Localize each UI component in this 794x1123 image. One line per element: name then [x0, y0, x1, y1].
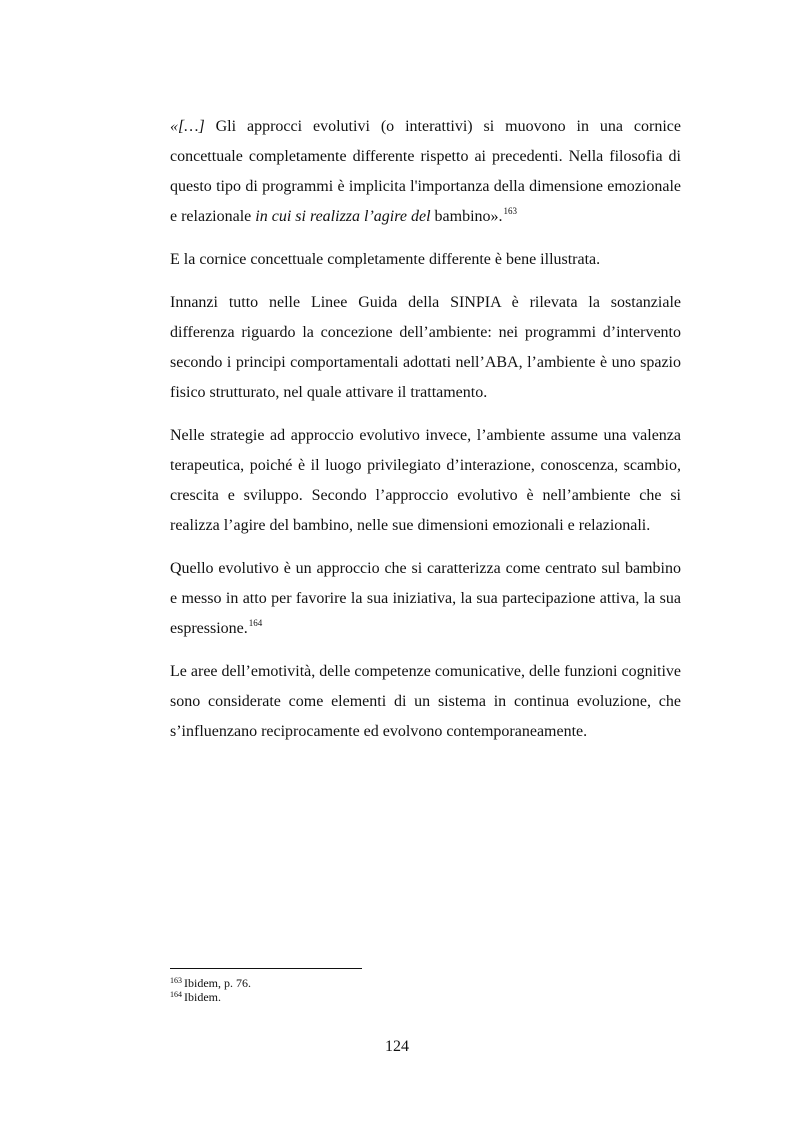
footnote-163 — [170, 976, 681, 990]
footnote-divider — [170, 968, 362, 969]
paragraph-2: E la cornice concettuale completamente differente è bene illustrata. — [170, 251, 601, 268]
paragraph-3: Innanzi tutto nelle Linee Guida della SINPIA è rilevata la sostanziale differenza riguardo la concezione dell’ambiente: nei programmi d’intervento secondo i principi comportamentali adottati nell’ABA, l’ambiente è uno spazio fisico strutturato, nel quale attivare il trattamento. — [170, 294, 681, 401]
footnote-text: Ibidem, p. 76. — [184, 976, 251, 990]
quote-italic-text: in cui si realizza l’agire del — [255, 208, 431, 225]
paragraph-5 — [170, 554, 681, 644]
page-number: 124 — [385, 1038, 409, 1055]
footnote-number: 164 — [170, 990, 182, 999]
paragraph-4: Nelle strategie ad approccio evolutivo invece, l’ambiente assume una valenza terapeutica, poiché è il luogo privilegiato d’interazione, conoscenza, scambio, crescita e sviluppo. Secondo l’approccio evolutivo è nell’ambiente che si realizza l’agire del bambino, nelle sue dimensioni emozionali e relazionali. — [170, 427, 681, 534]
footnote-number: 163 — [170, 976, 182, 985]
quote-text-start: Gli approcci evolutivi (o interattivi) si muovono in una cornice concettuale completamente differente rispetto ai precedenti. Nella filosofia di questo tipo di programmi è implicita l'importanza della dimensione emozionale e relazionale — [170, 118, 681, 225]
quote-text-end: bambino». — [430, 208, 503, 225]
quote-ellipsis: «[…] — [170, 118, 205, 135]
paragraph-quote — [170, 112, 681, 232]
footnote-164 — [170, 990, 681, 1004]
body-text — [170, 112, 681, 760]
paragraph-6: Le aree dell’emotività, delle competenze comunicative, delle funzioni cognitive sono considerate come elementi di un sistema in continua evoluzione, che s’influenzano reciprocamente ed evolvono contemporaneamente. — [170, 663, 681, 740]
footnote-ref-163: 163 — [503, 206, 518, 216]
paragraph-5-text: Quello evolutivo è un approccio che si caratterizza come centrato sul bambino e messo in atto per favorire la sua iniziativa, la sua partecipazione attiva, la sua espressione. — [170, 560, 681, 637]
footnote-text: Ibidem. — [184, 990, 221, 1004]
footnotes — [170, 976, 681, 1004]
footnote-ref-164: 164 — [248, 618, 263, 628]
